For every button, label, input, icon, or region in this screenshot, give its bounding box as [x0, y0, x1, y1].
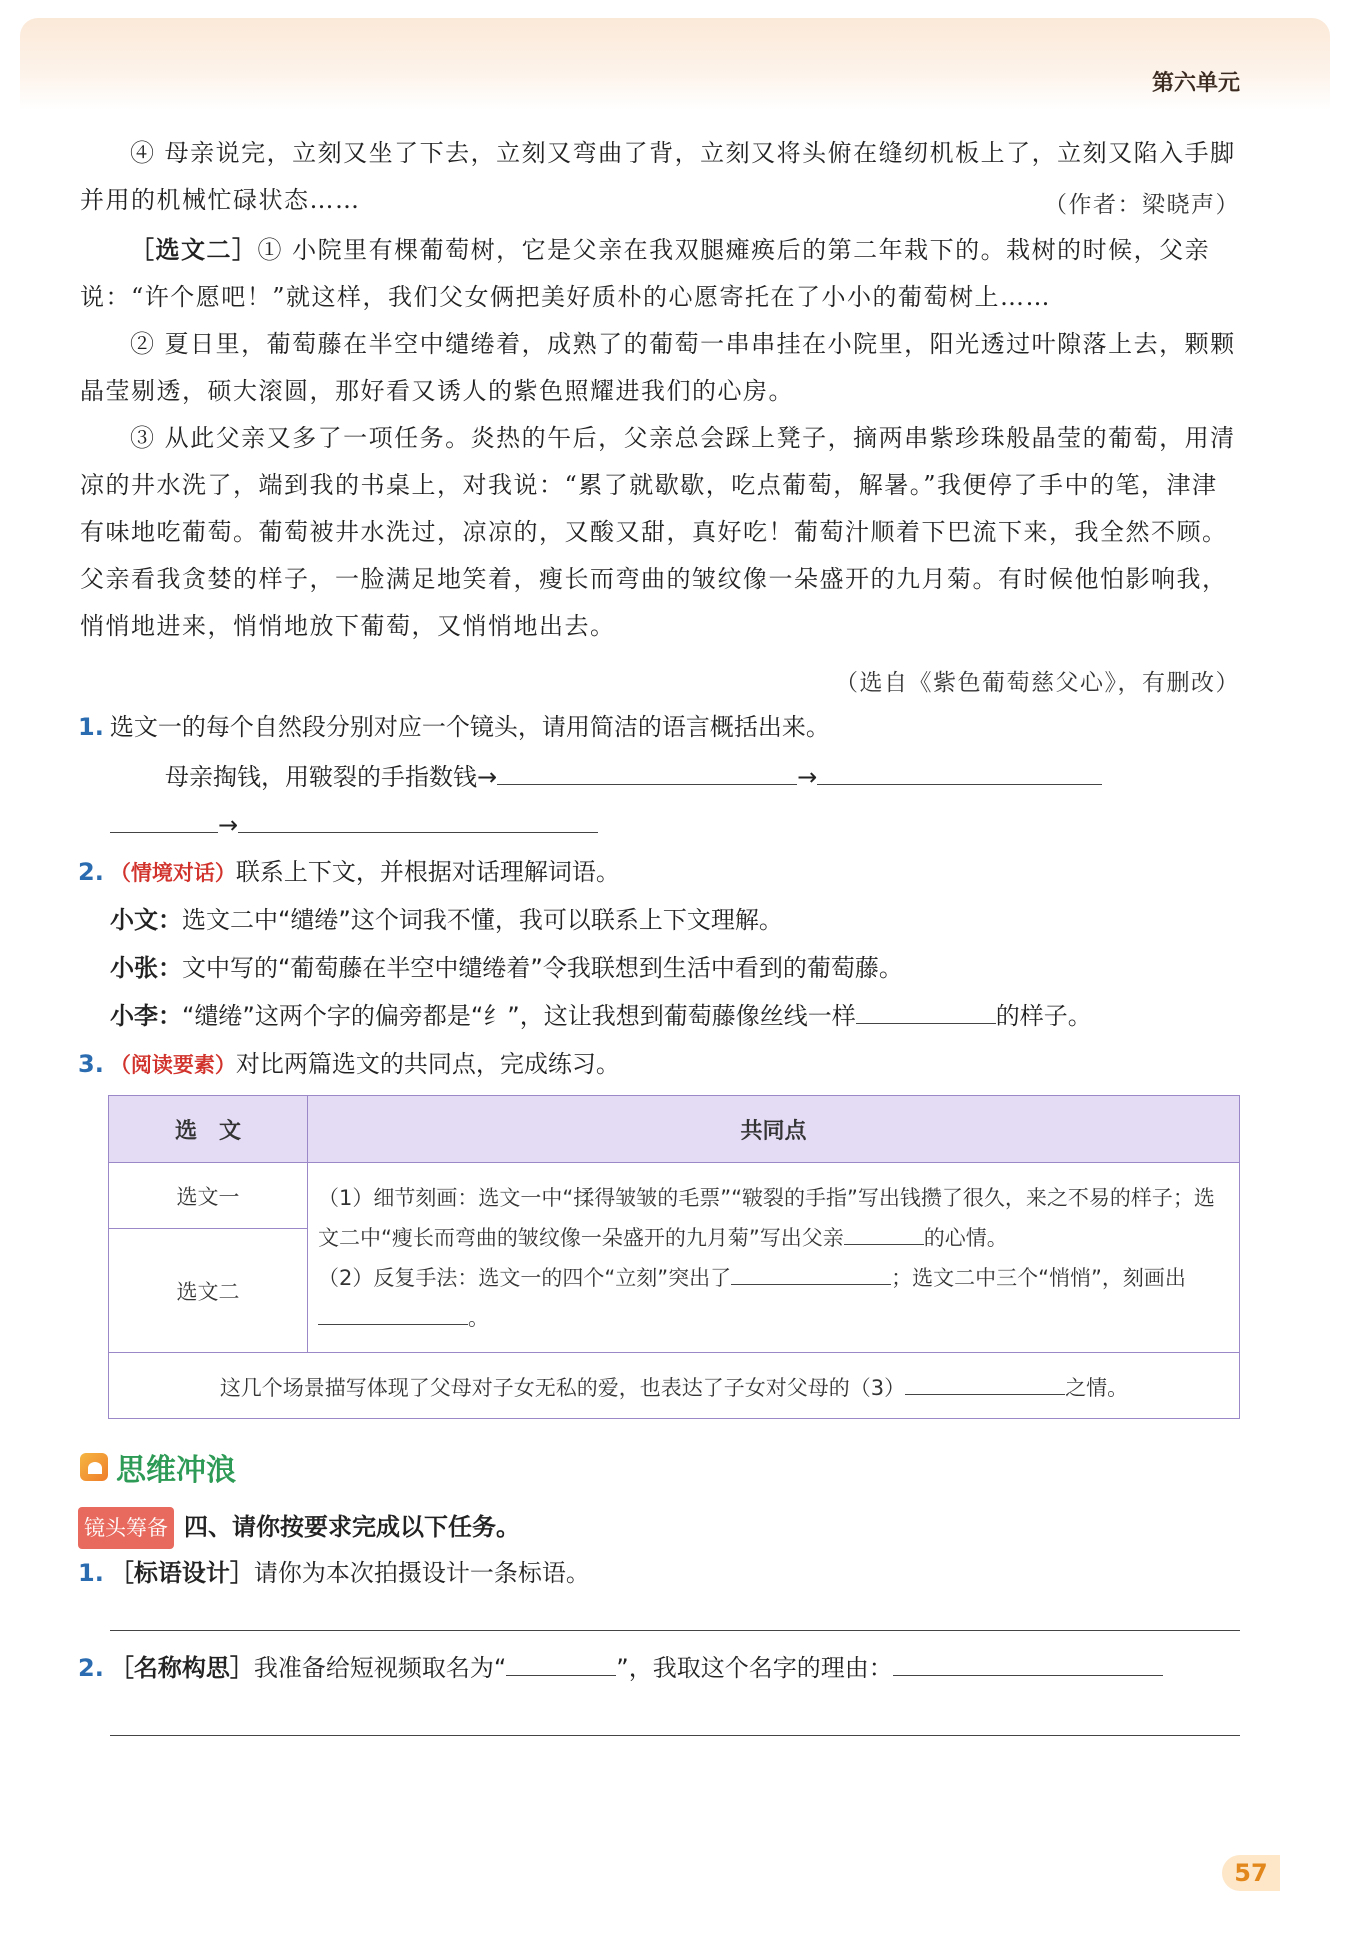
- question-1-answer-start: 母亲掏钱，用皲裂的手指数钱→: [165, 763, 498, 791]
- question-2-tag: （情境对话）: [109, 860, 236, 885]
- answer-blank[interactable]: [893, 1651, 1163, 1676]
- table-header-common: 共同点: [308, 1096, 1240, 1163]
- question-2-number: 2.: [78, 858, 104, 886]
- common-point-2-mid: ；选文二中三个“悄悄”，刻画出: [891, 1265, 1186, 1290]
- speaker-xiaoli: 小李：: [110, 1002, 182, 1030]
- question-3-number: 3.: [78, 1050, 104, 1078]
- section-title: [80, 1445, 236, 1489]
- passage2-paragraph2: ② 夏日里，葡萄藤在半空中缱绻着，成熟了的葡萄一串串挂在小院里，阳光透过叶隙落上去，颗颗晶莹剔透，硕大滚圆，那好看又诱人的紫色照耀进我们的心房。: [80, 330, 1236, 405]
- dialogue-line-1: [110, 900, 783, 940]
- answer-blank[interactable]: [497, 760, 797, 785]
- task-2: [78, 1648, 1163, 1688]
- question-1-answer-row2: [110, 805, 598, 845]
- question-2: [78, 852, 620, 893]
- header-band: [20, 18, 1330, 110]
- question-1: [78, 707, 830, 747]
- task-2-number: 2.: [78, 1654, 104, 1682]
- question-3: [78, 1044, 620, 1085]
- arrow: →: [218, 811, 239, 839]
- question-1-number: 1.: [78, 713, 104, 741]
- answer-blank[interactable]: [110, 808, 218, 833]
- table-row-label-2: 选文二: [109, 1229, 308, 1353]
- task-heading: [78, 1507, 520, 1549]
- answer-blank[interactable]: [238, 808, 598, 833]
- common-point-2-end: 。: [468, 1305, 489, 1330]
- task-1: [78, 1553, 590, 1593]
- answer-line[interactable]: [110, 1630, 1240, 1631]
- table-header-selection: 选 文: [109, 1096, 308, 1163]
- answer-blank[interactable]: [844, 1220, 924, 1245]
- common-point-1: [318, 1178, 1229, 1258]
- dialogue-text: 选文二中“缱绻”这个词我不懂，我可以联系上下文理解。: [182, 906, 783, 934]
- common-point-2: [318, 1258, 1229, 1338]
- dialogue-line-2: [110, 948, 903, 988]
- common-point-1-text: （1）细节刻画：选文一中“揉得皱皱的毛票”“皲裂的手指”写出钱攒了很久，来之不易的样子；选文二中“瘦长而弯曲的皱纹像一朵盛开的九月菊”写出父亲: [318, 1185, 1215, 1250]
- passage2-paragraph1: [80, 227, 1240, 321]
- answer-blank[interactable]: [817, 760, 1102, 785]
- section-title-text: 思维冲浪: [116, 1453, 236, 1488]
- task-2-text-a: 我准备给短视频取名为“: [253, 1654, 507, 1682]
- speaker-xiaozhang: 小张：: [110, 954, 182, 982]
- common-point-2-text: （2）反复手法：选文一的四个“立刻”突出了: [318, 1265, 732, 1290]
- dialogue-text: 文中写的“葡萄藤在半空中缱绻着”令我联想到生活中看到的葡萄藤。: [182, 954, 903, 982]
- task-2-tag: ［名称构思］: [109, 1654, 254, 1682]
- question-2-text: 联系上下文，并根据对话理解词语。: [235, 858, 620, 886]
- unit-label: 第六单元: [1151, 71, 1240, 96]
- page-number: 57: [1222, 1855, 1280, 1891]
- wave-icon: [80, 1453, 108, 1481]
- section-badge: 镜头筹备: [78, 1507, 174, 1549]
- table-bottom-text: 这几个场景描写体现了父母对子女无私的爱，也表达了子女对父母的（3）: [219, 1375, 906, 1400]
- author-note: （作者：梁晓声）: [1044, 192, 1240, 218]
- question-3-text: 对比两篇选文的共同点，完成练习。: [235, 1050, 620, 1078]
- source-note: （选自《紫色葡萄慈父心》，有删改）: [835, 670, 1240, 696]
- answer-line[interactable]: [110, 1735, 1240, 1736]
- dialogue-text: “缱绻”这两个字的偏旁都是“纟”，这让我想到葡萄藤像丝线一样: [182, 1002, 856, 1030]
- question-3-tag: （阅读要素）: [109, 1052, 236, 1077]
- dialogue-line-3: [110, 996, 1092, 1036]
- task-1-tag: ［标语设计］: [109, 1559, 254, 1587]
- answer-blank[interactable]: [318, 1300, 468, 1325]
- answer-blank[interactable]: [731, 1260, 891, 1285]
- question-1-text: 选文一的每个自然段分别对应一个镜头，请用简洁的语言概括出来。: [109, 713, 830, 741]
- table-bottom-row: [109, 1353, 1240, 1419]
- task-heading-text: 四、请你按要求完成以下任务。: [184, 1513, 520, 1541]
- passage2-paragraph3: ③ 从此父亲又多了一项任务。炎热的午后，父亲总会踩上凳子，摘两串紫珍珠般晶莹的葡萄，用清凉的井水洗了，端到我的书桌上，对我说：“累了就歇歇，吃点葡萄，解暑。”我便停了手中的笔，津津有味地吃葡萄。葡萄被井水洗过，凉凉的，又酸又甜，真好吃！葡萄汁顺着下巴流下来，我全然不顾。父亲看我贪婪的样子，一脸满足地笑着，瘦长而弯曲的皱纹像一朵盛开的九月菊。有时候他怕影响我，悄悄地进来，悄悄地放下葡萄，又悄悄地出去。: [80, 424, 1236, 640]
- task-2-text-b: ”，我取这个名字的理由：: [616, 1654, 893, 1682]
- speaker-xiaowen: 小文：: [110, 906, 182, 934]
- common-point-1-end: 的心情。: [923, 1225, 1008, 1250]
- answer-blank[interactable]: [905, 1370, 1065, 1395]
- table-row-label-1: 选文一: [109, 1163, 308, 1229]
- question-1-answer-row1: [165, 757, 1102, 797]
- task-1-number: 1.: [78, 1559, 104, 1587]
- comparison-table: [108, 1095, 1240, 1419]
- passage2-tag: ［选文二］: [130, 236, 258, 264]
- table-bottom-end: 之情。: [1065, 1375, 1129, 1400]
- answer-blank[interactable]: [856, 999, 996, 1024]
- arrow: →: [797, 763, 818, 791]
- task-1-text: 请你为本次拍摄设计一条标语。: [253, 1559, 590, 1587]
- table-common-cell: [308, 1163, 1240, 1353]
- passage2-p1-text: ① 小院里有棵葡萄树，它是父亲在我双腿瘫痪后的第二年栽下的。栽树的时候，父亲说：“许个愿吧！”就这样，我们父女俩把美好质朴的心愿寄托在了小小的葡萄树上……: [80, 236, 1211, 311]
- passage1-paragraph4: ④ 母亲说完，立刻又坐了下去，立刻又弯曲了背，立刻又将头俯在缝纫机板上了，立刻又陷入手脚并用的机械忙碌状态……: [80, 139, 1236, 214]
- dialogue-text-end: 的样子。: [995, 1002, 1092, 1030]
- answer-blank[interactable]: [506, 1651, 616, 1676]
